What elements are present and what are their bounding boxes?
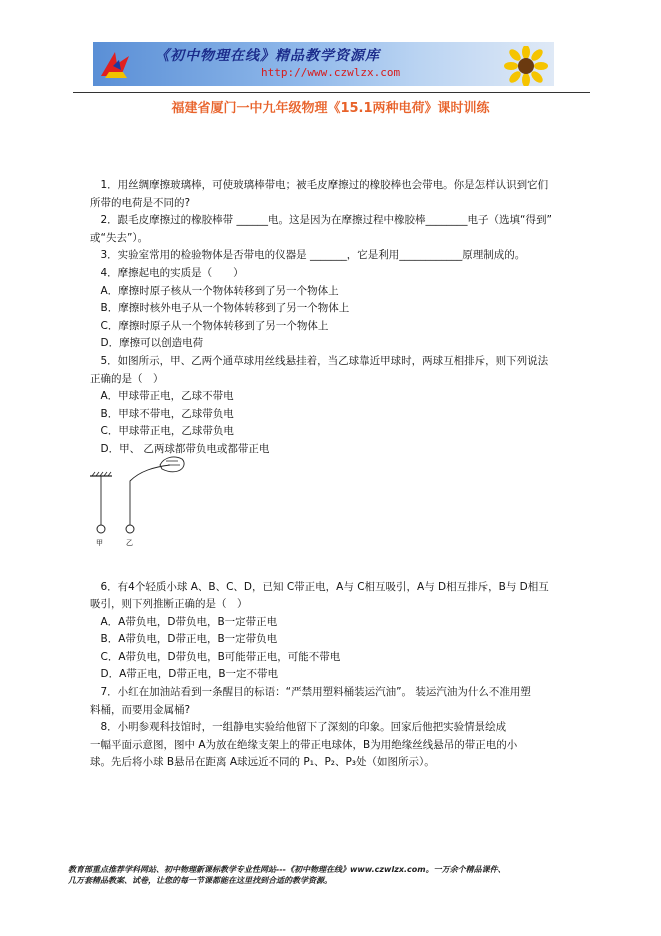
banner-url[interactable]: http://www.czwlzx.com <box>261 66 401 79</box>
ball-jia <box>97 525 105 533</box>
footer-line: 几万套精品教案、试卷，让您的每一节课都能在这里找到合适的教学资源。 <box>68 876 332 885</box>
text-line: C．甲球带正电，乙球带负电 <box>90 425 234 438</box>
text-line: C．摩擦时原子从一个物体转移到了另一个物体上 <box>90 319 329 332</box>
hand-icon <box>160 457 184 472</box>
pith-balls-figure <box>88 453 188 549</box>
text-line: C．A带负电，D带负电，B可能带正电，可能不带电 <box>90 650 341 663</box>
site-logo-icon <box>97 46 133 82</box>
page-footer <box>68 864 608 886</box>
text-line: D．摩擦可以创造电荷 <box>90 337 204 350</box>
text-line: D．A带正电，D带正电，B一定不带电 <box>90 668 279 681</box>
text-line: 一幅平面示意图，图中 A为放在绝缘支架上的带正电球体，B为用绝缘丝线悬吊的带正电的小 <box>90 738 518 751</box>
label-jia: 甲 <box>96 539 103 547</box>
text-line: 吸引，则下列推断正确的是（ ） <box>90 598 248 611</box>
text-line: A．摩擦时原子核从一个物体转移到了另一个物体上 <box>90 284 339 297</box>
text-line: 7．小红在加油站看到一条醒目的标语：“严禁用塑料桶装运汽油”。 装运汽油为什么不准用塑 <box>90 686 531 699</box>
footer-line: 教育部重点推荐学科网站、初中物理新课标教学专业性网站---《初中物理在线》www.czwlzx.com。一万余个精品课件、 <box>68 865 506 874</box>
text-line: A．A带负电，D带负电，B一定带正电 <box>90 615 278 628</box>
text-line: B．A带负电，D带正电，B一定带负电 <box>90 633 278 646</box>
text-line: B．甲球不带电，乙球带负电 <box>90 407 234 420</box>
text-line: D．甲、 乙两球都带负电或都带正电 <box>90 442 270 455</box>
hand-fingers <box>166 461 180 465</box>
text-line: 2．跟毛皮摩擦过的橡胶棒带 ______电。这是因为在摩擦过程中橡胶棒________电子（选填“得到” <box>90 214 552 227</box>
label-yi: 乙 <box>126 539 133 547</box>
text-line: 4．摩擦起电的实质是（ ） <box>90 266 244 279</box>
site-banner <box>93 42 554 86</box>
text-line: 球。先后将小球 B悬吊在距离 A球远近不同的 P₁、P₂、P₃处（如图所示）。 <box>90 756 435 769</box>
sunflower-icon <box>504 46 548 86</box>
header-rule <box>73 92 590 93</box>
ball-yi <box>126 525 134 533</box>
text-line: 1．用丝绸摩擦玻璃棒，可使玻璃棒带电；被毛皮摩擦过的橡胶棒也会带电。你是怎样认识到它们 <box>90 179 549 191</box>
thread-right <box>130 465 170 525</box>
text-line: A．甲球带正电，乙球不带电 <box>90 390 234 403</box>
text-line: 6．有4个轻质小球 A、B、C、D，已知 C带正电，A与 C相互吸引，A与 D相互排斥，B与 D相互 <box>90 580 549 593</box>
text-line: 或“失去”）。 <box>90 231 149 244</box>
page-title: 福建省厦门一中九年级物理《15.1两种电荷》课时训练 <box>171 101 490 116</box>
text-line: 3．实验室常用的检验物体是否带电的仪器是 _______，它是利用____________原理制成的。 <box>90 249 526 262</box>
text-line: 料桶，而要用金属桶? <box>90 703 191 716</box>
text-line: B．摩擦时核外电子从一个物体转移到了另一个物体上 <box>90 302 350 315</box>
support-hatch <box>92 472 111 476</box>
text-line: 8．小明参观科技馆时，一组静电实验给他留下了深刻的印象。回家后他把实验情景绘成 <box>90 721 507 734</box>
banner-title: 《初中物理在线》精品教学资源库 <box>155 48 380 64</box>
text-line: 5．如图所示，甲、乙两个通草球用丝线悬挂着，当乙球靠近甲球时，两球互相排斥，则下列说法 <box>90 354 549 367</box>
text-line: 所带的电荷是不同的? <box>90 196 191 209</box>
text-line: 正确的是（ ） <box>90 372 164 385</box>
